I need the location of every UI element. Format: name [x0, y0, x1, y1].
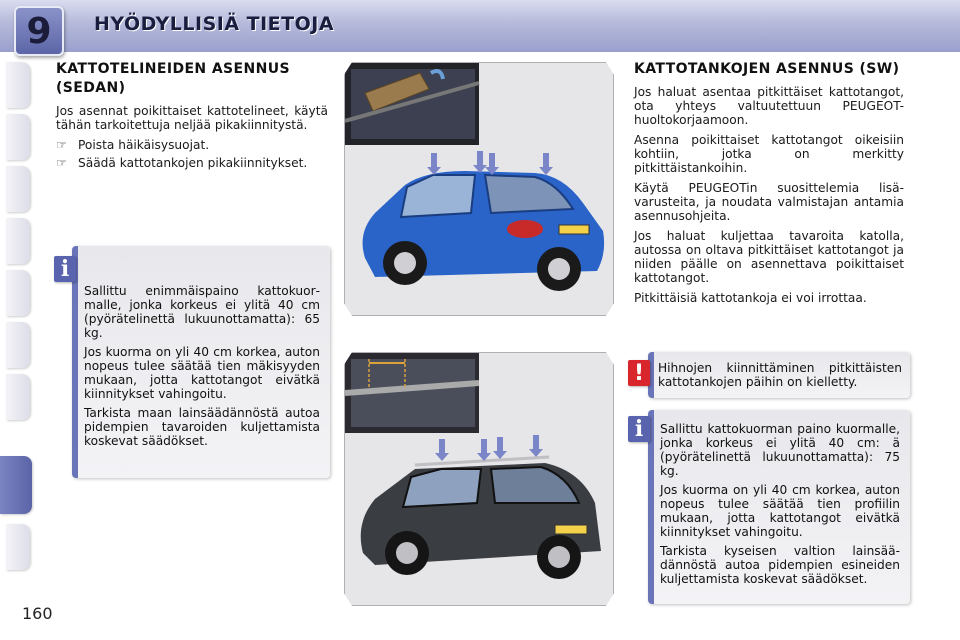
chapter-number-badge: [14, 6, 64, 56]
chapter-tab[interactable]: [6, 270, 30, 316]
sw-car-image: [345, 353, 613, 605]
chapter-tab[interactable]: [6, 524, 30, 570]
sw-warning-box: Hihnojen kiinnittäminen pitkittäisten kattotankojen päihin on kielletty.: [648, 352, 910, 398]
warning-icon: !: [628, 360, 650, 386]
sedan-car-image: [345, 63, 613, 315]
chapter-tab-active[interactable]: [0, 456, 32, 514]
sedan-bullet: ☞ Poista häikäisysuojat.: [56, 138, 210, 152]
info-icon: i: [628, 416, 650, 442]
chapter-header: [0, 0, 960, 52]
sw-title: KATTOTANKOJEN ASENNUS (SW): [634, 61, 900, 77]
chapter-tab[interactable]: [6, 322, 30, 368]
chapter-tab[interactable]: [6, 114, 30, 160]
info-icon: i: [54, 256, 76, 282]
sw-info-box: Sallittu kattokuorman paino kuormalle, jonka korkeus ei ylitä 40 cm: ä (pyörätelinettä lukuunottamatta): 75 kg. Jos kuorma on yli 40 cm korkea, auton nopeus tulee säätää tien profiilin mukaan, jotta kattotangot eivätkä kiinnitykset vahingoitu. Tarkista kyseisen valtion lainsäädännöstä autoa pidempien esineiden kuljettamista koskevat säädökset.: [648, 410, 910, 604]
chapter-tab[interactable]: [6, 218, 30, 264]
sedan-bullet: ☞ Säädä kattotankojen pikakiinnitykset.: [56, 156, 308, 170]
chapter-tab[interactable]: [6, 374, 30, 420]
page-number: 160: [22, 604, 53, 623]
sedan-title: KATTOTELINEIDEN ASENNUS (SEDAN): [56, 61, 290, 96]
chapter-tab[interactable]: [6, 166, 30, 212]
sw-paragraph: Pitkittäisiä kattotankoja ei voi irrottaa.: [634, 291, 867, 305]
sedan-section: [56, 60, 328, 174]
sw-paragraph: Asenna poikittaiset kattotangot oikeisiin kohtiin, jotka on merkitty pitkittäistankoihin.: [634, 133, 904, 175]
sw-paragraph: Käytä PEUGEOTin suosittelemia lisävarusteita, ja noudata valmistajan antamia asennusohjeita.: [634, 181, 904, 223]
sw-paragraph: Jos haluat asentaa pitkittäiset kattotangot, ota yhteys valtuutettuun PEUGEOT-huoltokorjaamoon.: [634, 85, 904, 127]
sw-roof-bars-illustration: [344, 352, 614, 606]
sedan-info-box: Sallittu enimmäispaino kattokuormalle, jonka korkeus ei ylitä 40 cm (pyörätelinettä lukuunottamatta): 65 kg. Jos kuorma on yli 40 cm korkea, auton nopeus tulee säätää tien mäkisyyden mukaan, jotta kattotangot eivätkä kiinnitykset vahingoitu. Tarkista maan lainsäädännöstä autoa pidempien tavaroiden kuljettamista koskevat säädökset.: [72, 246, 330, 478]
chapter-title: HYÖDYLLISIÄ TIETOJA: [94, 13, 335, 35]
chapter-number: 9: [26, 10, 52, 52]
sedan-intro: Jos asennat poikittaiset kattotelineet, käytä tähän tarkoitettuja neljää pikakiinnitystä.: [56, 104, 328, 132]
sw-paragraph: Jos haluat kuljettaa tavaroita katolla, autossa on oltava pitkittäiset kattotangot ja niiden päälle on asennettava poikittaiset kattotangot.: [634, 229, 904, 285]
sedan-roof-rack-illustration: [344, 62, 614, 316]
finger-pointer-icon: ☞: [56, 156, 67, 170]
finger-pointer-icon: ☞: [56, 138, 67, 152]
chapter-tab[interactable]: [6, 62, 30, 108]
sw-section: [634, 60, 904, 311]
